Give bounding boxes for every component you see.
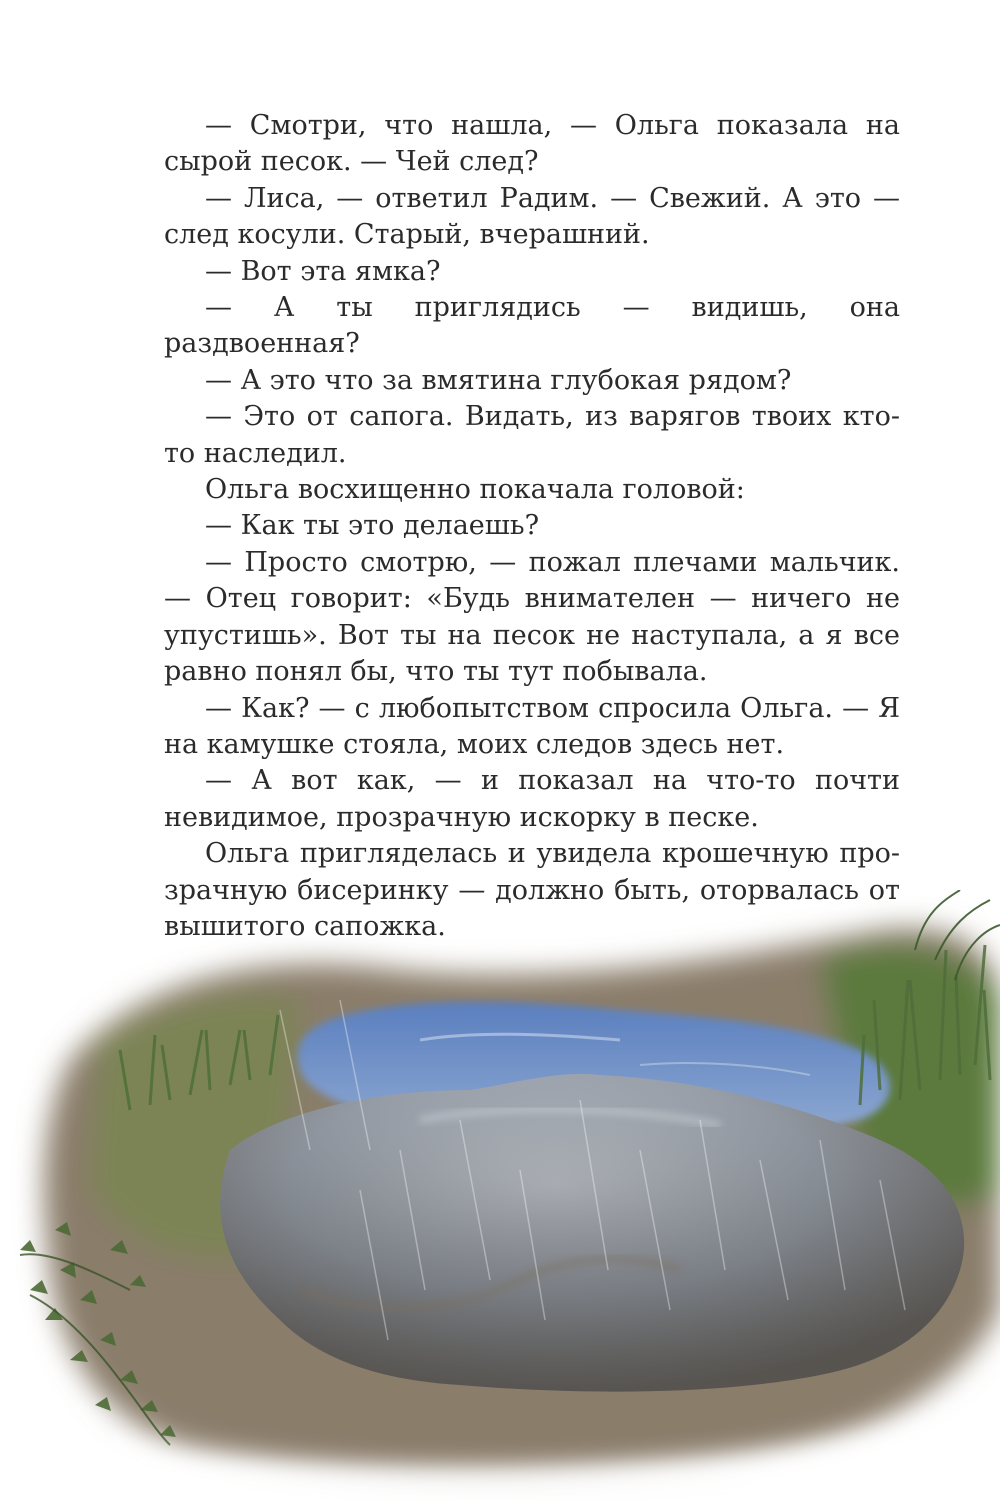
stone-by-pond-illustration — [0, 890, 1000, 1501]
paragraph: — А это что за вмятина глубокая рядом? — [205, 364, 792, 396]
story-text — [164, 108, 900, 945]
paragraph: — Это от сапога. Видать, из варягов твоих кто-то наследил. — [164, 401, 900, 469]
paragraph: — Смотри, что нашла, — Ольга показала на сырой песок. — Чей след? — [164, 110, 900, 178]
paragraph: — А ты приглядись — видишь, она раздвоенная? — [164, 292, 900, 360]
paragraph: — А вот как, — и показал на что-то почти невидимое, прозрачную искорку в песке. — [164, 765, 900, 833]
paragraph: Ольга восхищенно покачала головой: — [205, 474, 745, 506]
paragraph: Ольга пригляделась и увидела крошечную прозрачную бисеринку — должно быть, оторвалась от вышитого сапожка. — [164, 838, 900, 942]
paragraph: — Просто смотрю, — пожал плечами мальчик. — Отец говорит: «Будь внимателен — ничего не упустишь». Вот ты на песок не наступала, а я все равно понял бы, что ты тут побывала. — [164, 546, 900, 688]
paragraph: — Лиса, — ответил Радим. — Свежий. А это — след косули. Старый, вчерашний. — [164, 182, 900, 251]
paragraph: — Как ты это делаешь? — [205, 510, 540, 542]
paragraph: — Как? — с любопытством спросила Ольга. — Я на камушке стояла, моих следов здесь нет. — [164, 692, 900, 760]
paragraph: — Вот эта ямка? — [205, 255, 441, 287]
